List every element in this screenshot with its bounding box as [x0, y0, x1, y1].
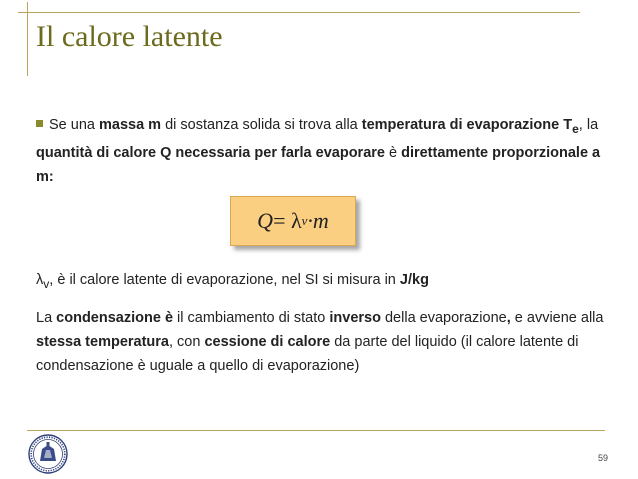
- paragraph-condensation: La condensazione è il cambiamento di stato inverso della evaporazione, e avviene alla stessa temperatura, con cessione di calore da parte del liquido (il calore latente di condensazione è uguale a quello di evaporazione): [36, 310, 604, 374]
- bottom-rule: [27, 430, 605, 431]
- square-bullet-icon: [36, 120, 43, 127]
- latent-heat-formula: Q = λ v ·m: [230, 196, 356, 246]
- university-seal-icon: [28, 434, 68, 474]
- paragraph-si-unit: $\lambda_v$, è il calore latente di evaporazione, nel SI si misura in J/kg: [36, 272, 429, 291]
- paragraph-definition: Se una massa m di sostanza solida si trova alla temperatura di evaporazione $T_e$, la quantità di calore Q necessaria per farla evaporare è direttamente proporzionale a m:: [36, 117, 601, 185]
- page-number: 59: [598, 453, 609, 463]
- slide-title: Il calore latente: [36, 20, 223, 53]
- left-rule: [27, 2, 28, 76]
- top-rule: [18, 12, 580, 13]
